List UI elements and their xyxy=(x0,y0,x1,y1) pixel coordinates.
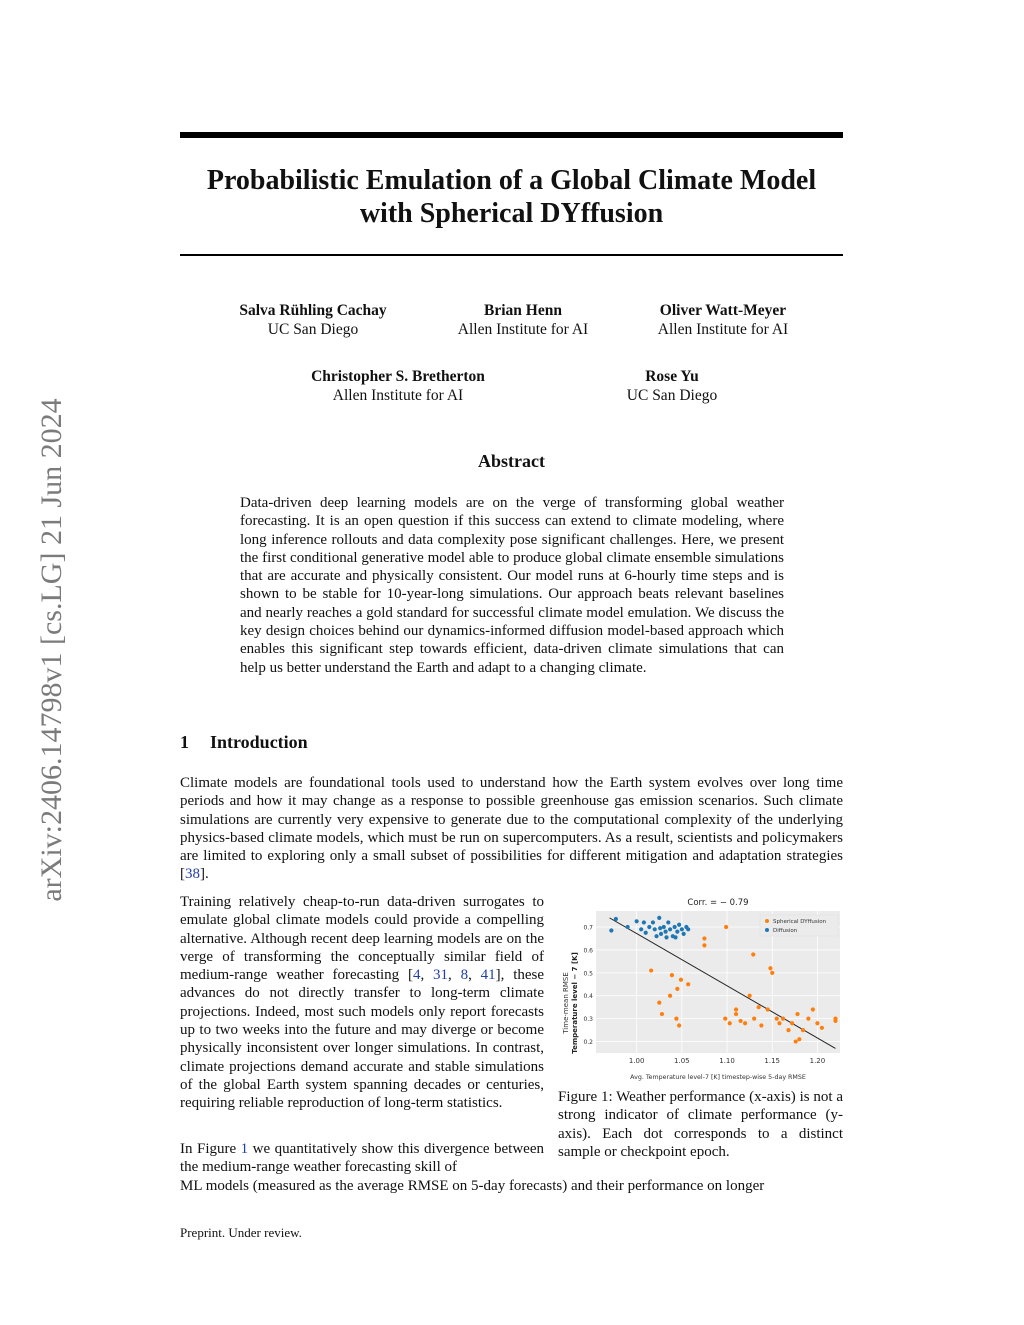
data-point xyxy=(806,1017,810,1021)
data-point xyxy=(668,927,672,931)
y-tick-label: 0.3 xyxy=(583,1016,593,1024)
data-point xyxy=(757,1005,761,1009)
data-point xyxy=(649,968,653,972)
data-point xyxy=(653,927,657,931)
data-point xyxy=(614,917,618,921)
data-point xyxy=(639,927,643,931)
author-block xyxy=(283,367,513,405)
chart-title: Corr. = − 0.79 xyxy=(687,898,749,908)
paragraph-text: ]. xyxy=(200,866,209,883)
y-tick-label: 0.7 xyxy=(583,924,593,932)
figure-1 xyxy=(558,893,843,1083)
intro-paragraph-3 xyxy=(180,1140,544,1177)
paragraph-text: we quantitatively show this divergence between the medium-range weather forecasting skill of xyxy=(180,1141,544,1176)
x-tick-label: 1.20 xyxy=(809,1057,826,1065)
paper-title: Probabilistic Emulation of a Global Climate Model with Spherical DYffusion xyxy=(206,165,817,229)
data-point xyxy=(794,1039,798,1043)
title-rule-bottom xyxy=(180,254,843,256)
data-point xyxy=(674,1017,678,1021)
footer-note: Preprint. Under review. xyxy=(180,1225,302,1240)
author-affiliation: UC San Diego xyxy=(626,387,718,404)
intro-paragraph-1 xyxy=(180,774,843,884)
data-point xyxy=(790,1021,794,1025)
x-axis-label: Avg. Temperature level-7 [K] timestep-wise 5-day RMSE xyxy=(630,1074,806,1081)
data-point xyxy=(686,927,690,931)
paragraph-text: ], these advances do not directly transfer to long-term climate projections. Indeed, most such models only report forecasts up to two weeks into the future and may diverge or become physically inconsistent over longer simulations. In contrast, climate projections demand accurate and stable simulations of the global Earth system spanning decades or centuries, requiring reliable reproduction of long-term statistics. xyxy=(180,967,545,1112)
data-point xyxy=(820,1026,824,1030)
data-point xyxy=(801,1028,805,1032)
paragraph-text: In Figure xyxy=(180,1141,241,1157)
citation-link[interactable]: 4 xyxy=(412,967,421,984)
data-point xyxy=(724,925,728,929)
data-point xyxy=(811,1007,815,1011)
data-point xyxy=(609,928,613,932)
figure-ref-link[interactable]: 1 xyxy=(240,1141,249,1157)
data-point xyxy=(677,1023,681,1027)
abstract-heading: Abstract xyxy=(478,451,545,471)
data-point xyxy=(775,1017,779,1021)
section-heading xyxy=(180,732,308,753)
data-point xyxy=(644,931,648,935)
author-block xyxy=(423,301,623,339)
data-point xyxy=(663,930,667,934)
separator: , xyxy=(468,967,481,984)
data-point xyxy=(658,926,662,930)
author-name: Christopher S. Bretherton xyxy=(311,368,485,385)
data-point xyxy=(635,919,639,923)
data-point xyxy=(728,1021,732,1025)
data-point xyxy=(797,1037,801,1041)
data-point xyxy=(781,1017,785,1021)
data-point xyxy=(651,920,655,924)
citation-link[interactable]: 38 xyxy=(185,866,200,883)
author-name: Brian Henn xyxy=(484,302,562,319)
x-tick-label: 1.05 xyxy=(674,1057,690,1065)
data-point xyxy=(660,1012,664,1016)
data-point xyxy=(777,1021,781,1025)
data-point xyxy=(642,920,646,924)
data-point xyxy=(734,1007,738,1011)
data-point xyxy=(673,925,677,929)
author-name: Oliver Watt-Meyer xyxy=(659,302,787,319)
data-point xyxy=(659,932,663,936)
x-tick-label: 1.00 xyxy=(628,1057,645,1065)
data-point xyxy=(666,920,670,924)
author-block xyxy=(213,301,413,339)
section-title: Introduction xyxy=(210,732,308,752)
data-point xyxy=(795,1012,799,1016)
data-point xyxy=(657,916,661,920)
legend-marker xyxy=(765,928,769,932)
data-point xyxy=(647,925,651,929)
y-tick-label: 0.2 xyxy=(583,1039,593,1047)
scatter-chart xyxy=(558,893,843,1083)
citation-link[interactable]: 31 xyxy=(433,967,449,984)
data-point xyxy=(752,1017,756,1021)
author-name: Rose Yu xyxy=(645,368,699,385)
legend-label: Spherical DYffusion xyxy=(773,919,827,925)
data-point xyxy=(664,935,668,939)
title-rule-top xyxy=(180,132,843,138)
data-point xyxy=(766,1007,770,1011)
data-point xyxy=(751,952,755,956)
data-point xyxy=(677,923,681,927)
data-point xyxy=(734,1012,738,1016)
y-tick-label: 0.4 xyxy=(583,993,593,1001)
y-tick-label: 0.5 xyxy=(583,970,593,978)
author-affiliation: Allen Institute for AI xyxy=(332,387,464,404)
data-point xyxy=(668,994,672,998)
section-number: 1 xyxy=(180,732,189,752)
data-point xyxy=(686,982,690,986)
data-point xyxy=(679,978,683,982)
data-point xyxy=(680,927,684,931)
x-tick-label: 1.10 xyxy=(719,1057,735,1065)
data-point xyxy=(626,925,630,929)
citation-link[interactable]: 8 xyxy=(460,967,469,984)
data-point xyxy=(815,1021,819,1025)
author-affiliation: UC San Diego xyxy=(267,321,359,338)
data-point xyxy=(743,1021,747,1025)
data-point xyxy=(673,935,677,939)
data-point xyxy=(702,943,706,947)
author-name: Salva Rühling Cachay xyxy=(239,302,387,319)
legend-label: Diffusion xyxy=(773,928,798,934)
abstract-text: Data-driven deep learning models are on the verge of transforming global weather forecasting. It is an open question if this success can extend to climate modeling, where long inference rollouts and data complexity pose significant challenges. Here, we present the first conditional generative model able to produce global climate ensemble simulations that are accurate and physically consistent. Our model runs at 6-hourly time steps and is shown to be stable for 10-year-long simulations. Our approach beats relevant baselines and nearly reaches a gold standard for successful climate model emulation. We discuss the key design choices behind our dynamics-informed diffusion model-based approach which enables this significant step towards efficient, data-driven climate simulations that can help us better understand the Earth and adapt to a changing climate. xyxy=(240,495,784,676)
data-point xyxy=(670,973,674,977)
data-point xyxy=(786,1028,790,1032)
x-tick-label: 1.15 xyxy=(764,1057,781,1065)
data-point xyxy=(657,1001,661,1005)
data-point xyxy=(654,934,658,938)
author-affiliation: Allen Institute for AI xyxy=(457,321,589,338)
paragraph-text: Training relatively cheap-to-run data-driven surrogates to emulate global climate models could provide a compelling alternative. Although recent deep learning models are on the verge of transforming the conceptually similar field of medium-range weather forecasting [ xyxy=(180,894,544,984)
y-tick-label: 0.6 xyxy=(583,947,593,955)
author-affiliation: Allen Institute for AI xyxy=(657,321,789,338)
author-block xyxy=(623,301,823,339)
separator: , xyxy=(448,967,461,984)
arxiv-id: arXiv:2406.14798v1 [cs.LG] 21 Jun 2024 xyxy=(35,398,68,902)
author-block xyxy=(572,367,772,405)
figure-caption: Figure 1: Weather performance (x-axis) is not a strong indicator of climate performance (y-axis). Each dot corresponds to a distinct sample or checkpoint epoch. xyxy=(558,1089,843,1160)
paragraph-text: Climate models are foundational tools used to understand how the Earth system evolves over long time periods and how it may change as a response to possible greenhouse gas emission scenarios. Such climate simulations are currently very expensive to generate due to the computational complexity of the underlying physics-based climate models, which must be run on supercomputers. As a result, scientists and policymakers are limited to exploring only a small subset of possibilities for different mitigation and adaptation strategies [ xyxy=(180,775,843,883)
intro-paragraph-3-continued: ML models (measured as the average RMSE on 5-day forecasts) and their performance on longer xyxy=(180,1178,765,1194)
y-axis-label: Time-mean RMSE xyxy=(562,972,570,1034)
data-point xyxy=(770,971,774,975)
data-point xyxy=(833,1019,837,1023)
data-point xyxy=(675,930,679,934)
data-point xyxy=(682,932,686,936)
separator: , xyxy=(420,967,434,984)
data-point xyxy=(759,1023,763,1027)
y-axis-label-bold: Temperature level − 7 [K] xyxy=(571,952,579,1054)
citation-link[interactable]: 41 xyxy=(480,967,496,984)
legend-marker xyxy=(765,919,769,923)
data-point xyxy=(702,936,706,940)
data-point xyxy=(768,966,772,970)
intro-paragraph-2 xyxy=(180,893,544,1113)
data-point xyxy=(662,925,666,929)
data-point xyxy=(675,987,679,991)
chart-legend xyxy=(760,915,838,936)
data-point xyxy=(723,1017,727,1021)
data-point xyxy=(748,994,752,998)
data-point xyxy=(738,1019,742,1023)
